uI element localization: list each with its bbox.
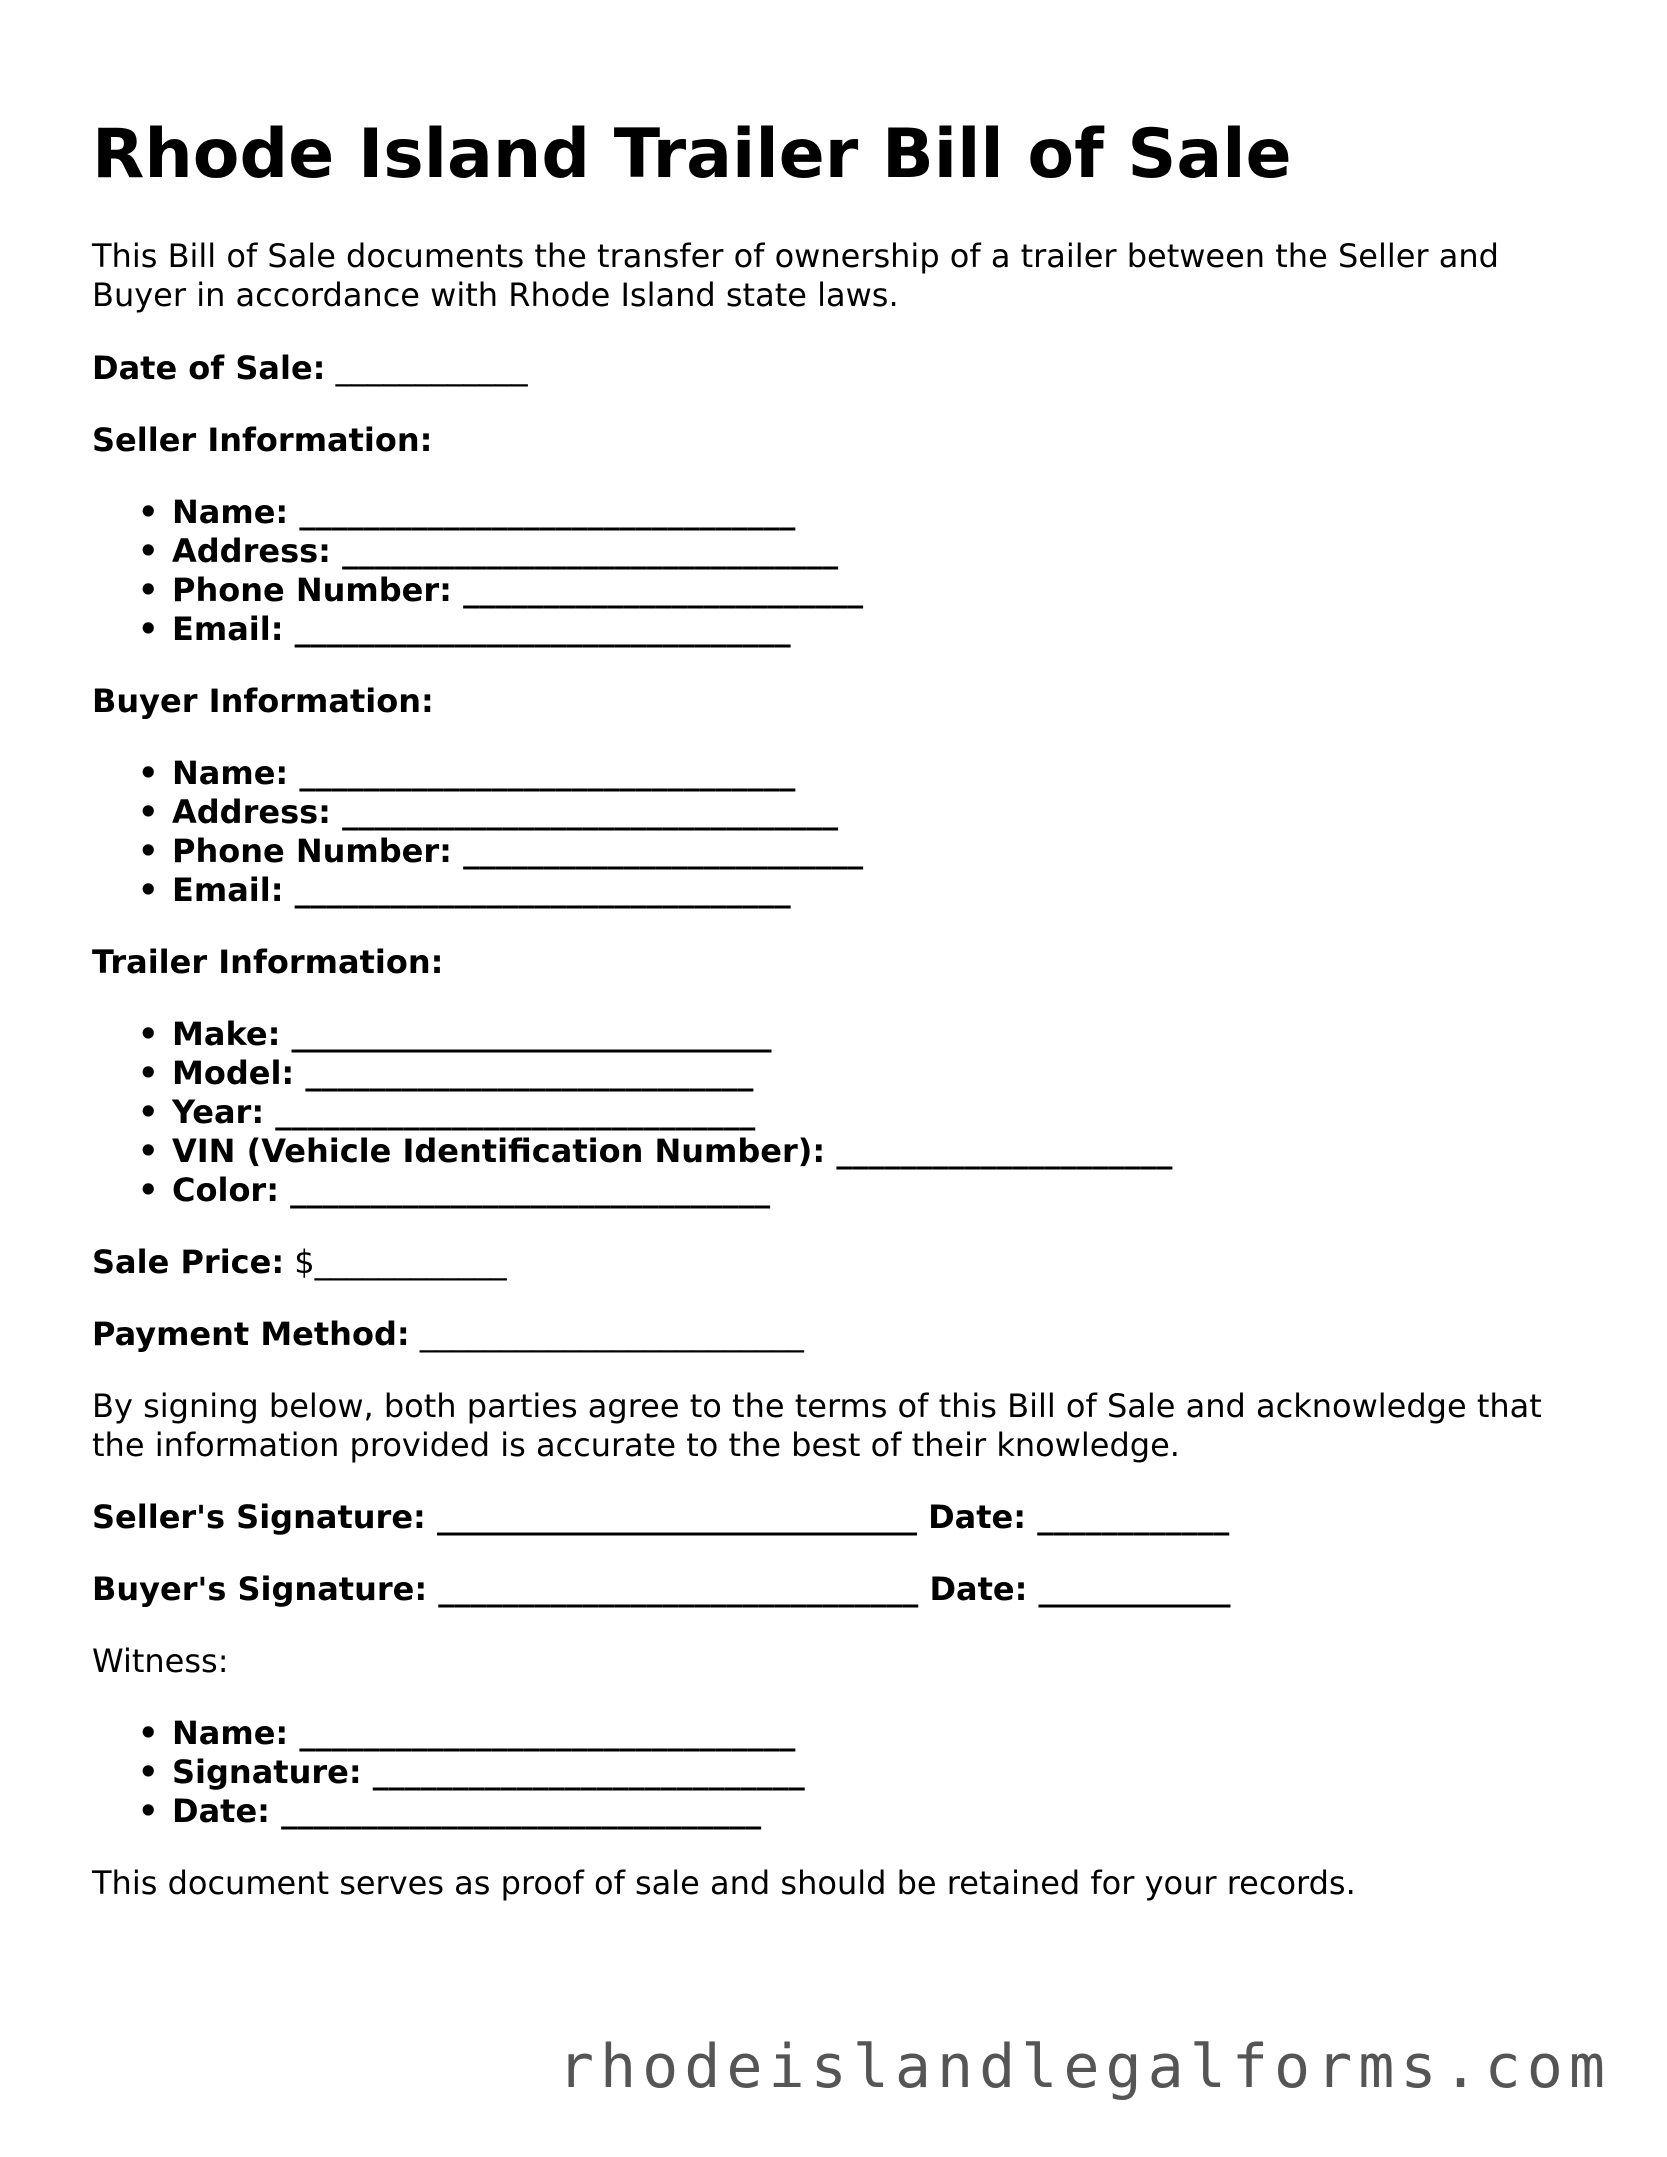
- seller-address-item: [138, 532, 863, 571]
- bullet-icon: •: [138, 532, 159, 570]
- trailer-model-blank[interactable]: ____________________________: [305, 1054, 754, 1092]
- seller-heading: Seller Information:: [92, 421, 433, 459]
- trailer-make-item: [138, 1015, 1172, 1054]
- trailer-color-blank[interactable]: ______________________________: [290, 1171, 771, 1209]
- trailer-model-label: Model:: [172, 1054, 295, 1092]
- buyer-email-blank[interactable]: _______________________________: [294, 871, 791, 909]
- witness-date-label: Date:: [172, 1792, 270, 1830]
- date-of-sale-label: Date of Sale:: [92, 349, 326, 387]
- bullet-icon: •: [138, 1792, 159, 1830]
- date-of-sale-blank[interactable]: ____________: [335, 349, 528, 387]
- buyer-address-blank[interactable]: _______________________________: [342, 793, 839, 831]
- seller-email-item: [138, 610, 863, 649]
- seller-address-blank[interactable]: _______________________________: [342, 532, 839, 570]
- buyer-address-item: [138, 793, 863, 832]
- buyer-signature-blank[interactable]: ______________________________: [438, 1570, 919, 1608]
- buyer-name-blank[interactable]: _______________________________: [299, 754, 796, 792]
- bullet-icon: •: [138, 754, 159, 792]
- sale-price-line: [92, 1243, 507, 1282]
- seller-signature-date-blank[interactable]: ____________: [1037, 1498, 1230, 1536]
- seller-phone-item: [138, 571, 864, 610]
- trailer-color-item: [138, 1171, 1172, 1210]
- bullet-icon: •: [138, 1093, 159, 1131]
- buyer-email-item: [138, 871, 863, 910]
- bullet-icon: •: [138, 832, 159, 870]
- buyer-signature-date-blank[interactable]: ____________: [1038, 1570, 1231, 1608]
- buyer-phone-item: [138, 832, 864, 871]
- seller-signature-blank[interactable]: ______________________________: [436, 1498, 917, 1536]
- buyer-address-label: Address:: [172, 793, 331, 831]
- trailer-model-item: [138, 1054, 1172, 1093]
- trailer-fields: [138, 1015, 1173, 1210]
- bullet-icon: •: [138, 1054, 159, 1092]
- witness-name-blank[interactable]: _______________________________: [299, 1714, 796, 1752]
- payment-method-blank[interactable]: ________________________: [419, 1315, 804, 1353]
- seller-email-blank[interactable]: _______________________________: [294, 610, 791, 648]
- witness-fields: [138, 1714, 805, 1831]
- bullet-icon: •: [138, 610, 159, 648]
- seller-fields: [138, 493, 864, 649]
- sale-price-blank[interactable]: ____________: [314, 1243, 507, 1281]
- buyer-fields: [138, 754, 864, 910]
- bullet-icon: •: [138, 571, 159, 609]
- buyer-phone-label: Phone Number:: [172, 832, 452, 870]
- trailer-year-label: Year:: [172, 1093, 265, 1131]
- trailer-vin-blank[interactable]: _____________________: [836, 1132, 1173, 1170]
- seller-signature-date-label: Date:: [928, 1498, 1027, 1536]
- page-title: Rhode Island Trailer Bill of Sale: [92, 115, 1292, 194]
- trailer-vin-item: [138, 1132, 1173, 1171]
- bullet-icon: •: [138, 1714, 159, 1752]
- seller-name-blank[interactable]: _______________________________: [299, 493, 796, 531]
- buyer-name-label: Name:: [172, 754, 289, 792]
- witness-date-blank[interactable]: ______________________________: [281, 1792, 762, 1830]
- buyer-signature-date-label: Date:: [929, 1570, 1028, 1608]
- date-of-sale-line: [92, 349, 528, 388]
- bullet-icon: •: [138, 793, 159, 831]
- footer-website: rhodeislandlegalforms.com: [557, 2032, 1611, 2102]
- seller-email-label: Email:: [172, 610, 284, 648]
- witness-signature-label: Signature:: [172, 1753, 362, 1791]
- sale-price-currency: $: [294, 1243, 315, 1281]
- buyer-signature-line: [92, 1570, 1231, 1609]
- trailer-heading: Trailer Information:: [92, 943, 444, 981]
- agreement-paragraph: By signing below, both parties agree to the terms of this Bill of Sale and acknowledge that the information provided is accurate to the best of their knowledge.: [92, 1387, 1542, 1464]
- seller-signature-line: [92, 1498, 1229, 1537]
- bullet-icon: •: [138, 493, 159, 531]
- buyer-name-item: [138, 754, 863, 793]
- sale-price-label: Sale Price:: [92, 1243, 285, 1281]
- witness-signature-item: [138, 1753, 805, 1792]
- seller-signature-label: Seller's Signature:: [92, 1498, 426, 1536]
- witness-signature-blank[interactable]: ___________________________: [372, 1753, 805, 1791]
- buyer-heading: Buyer Information:: [92, 682, 434, 720]
- seller-address-label: Address:: [172, 532, 331, 570]
- buyer-signature-label: Buyer's Signature:: [92, 1570, 428, 1608]
- bullet-icon: •: [138, 1753, 159, 1791]
- bullet-icon: •: [138, 871, 159, 909]
- intro-paragraph: This Bill of Sale documents the transfer of ownership of a trailer between the Seller and Buyer in accordance with Rhode Island state laws.: [92, 237, 1499, 314]
- trailer-vin-label: VIN (Vehicle Identification Number):: [172, 1132, 826, 1170]
- witness-name-item: [138, 1714, 805, 1753]
- buyer-phone-blank[interactable]: _________________________: [463, 832, 864, 870]
- trailer-color-label: Color:: [172, 1171, 279, 1209]
- trailer-year-item: [138, 1093, 1172, 1132]
- witness-heading: Witness:: [92, 1642, 229, 1680]
- buyer-email-label: Email:: [172, 871, 284, 909]
- bullet-icon: •: [138, 1171, 159, 1209]
- closing-paragraph: This document serves as proof of sale and should be retained for your records.: [92, 1864, 1356, 1902]
- bullet-icon: •: [138, 1132, 159, 1170]
- trailer-make-blank[interactable]: ______________________________: [291, 1015, 772, 1053]
- trailer-make-label: Make:: [172, 1015, 281, 1053]
- trailer-year-blank[interactable]: ______________________________: [275, 1093, 756, 1131]
- seller-name-label: Name:: [172, 493, 289, 531]
- witness-date-item: [138, 1792, 805, 1831]
- seller-phone-blank[interactable]: _________________________: [463, 571, 864, 609]
- seller-name-item: [138, 493, 863, 532]
- payment-method-line: [92, 1315, 804, 1354]
- payment-method-label: Payment Method:: [92, 1315, 410, 1353]
- witness-name-label: Name:: [172, 1714, 289, 1752]
- seller-phone-label: Phone Number:: [172, 571, 452, 609]
- bullet-icon: •: [138, 1015, 159, 1053]
